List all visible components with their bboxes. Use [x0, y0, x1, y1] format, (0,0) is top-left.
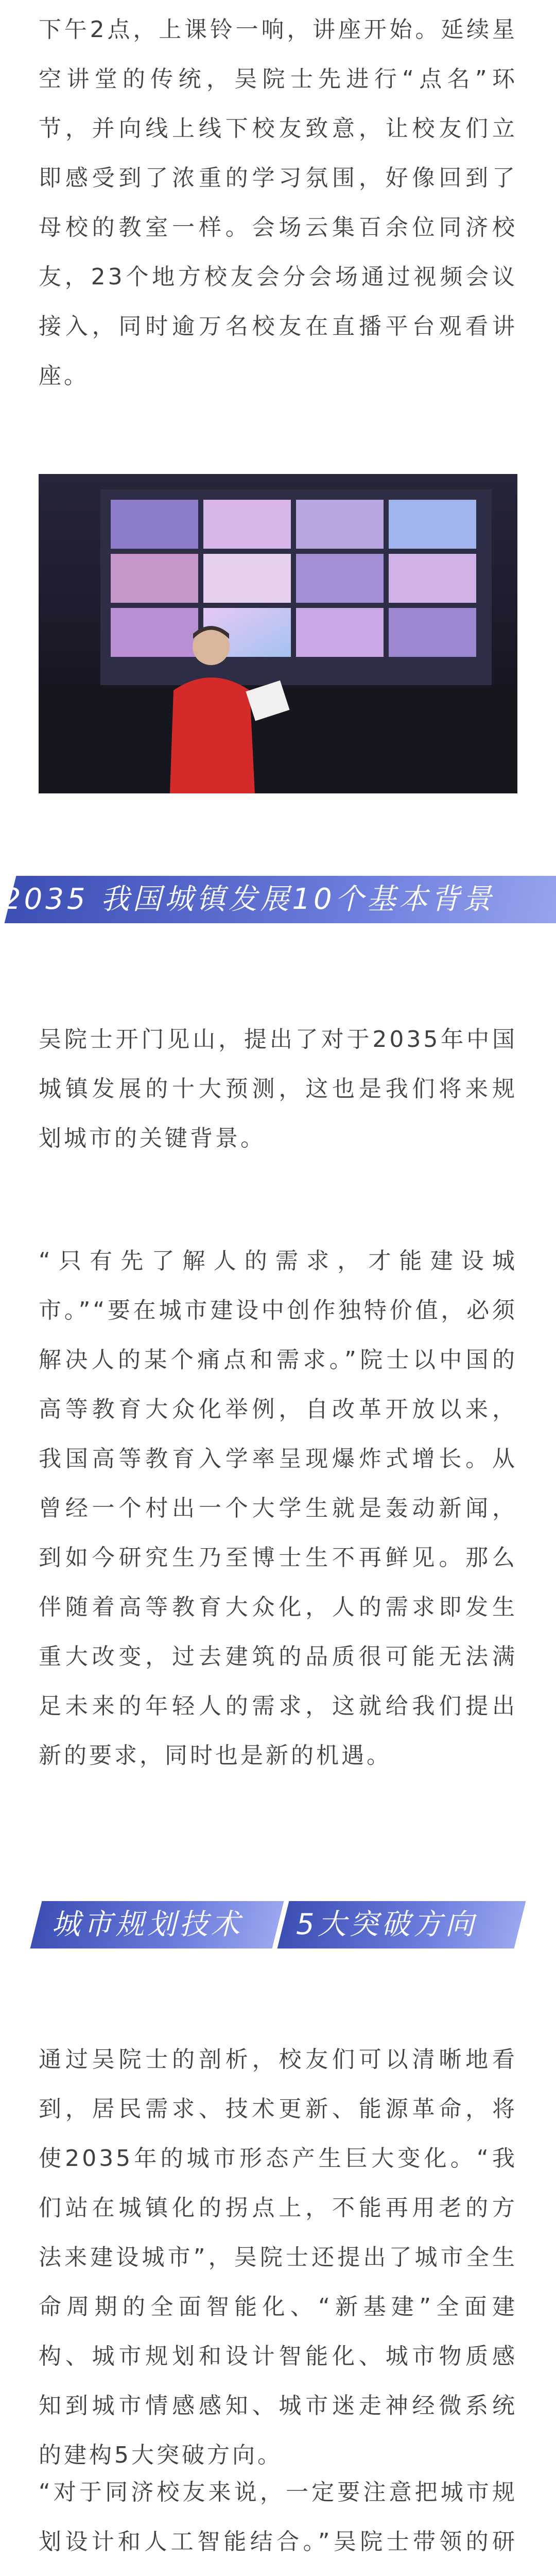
- banner-title-directions: 5大突破方向: [296, 1908, 477, 1941]
- paragraph-intro: 吴院士开门见山，提出了对于2035年中国城镇发展的十大预测，这也是我们将来规划城市的关键背景。: [39, 1026, 517, 1151]
- banner-title-2035: 2035 我国城镇发展10个基本背景: [3, 883, 495, 916]
- paragraph-analysis: 通过吴院士的剖析，校友们可以清晰地看到，居民需求、技术更新、能源革命，将使2035年的城市形态产生巨大变化。“我们站在城镇化的拐点上，不能再用老的方法来建设城市”，吴院士还提出了城市全生命周期的全面智能化、“新基建”全面建构、城市规划和设计智能化、城市物质感知到城市情感感知、城市迷走神经微系统的建构5大突破方向。: [39, 2046, 517, 2468]
- banner-title-tech: 城市规划技术: [51, 1908, 243, 1941]
- paragraph-ai: “对于同济校友来说，一定要注意把城市规划设计和人工智能结合。”吴院士带领的研: [39, 2479, 517, 2555]
- paragraph-needs: “只有先了解人的需求，才能建设城市。”“要在城市建设中创作独特价值，必须解决人的某个痛点和需求。”院士以中国的高等教育大众化举例，自改革开放以来，我国高等教育入学率呈现爆炸式增长。从曾经一个村出一个大学生就是轰动新闻，到如今研究生乃至博士生不再鲜见。那么伴随着高等教育大众化，人的需求即发生重大改变，过去建筑的品质很可能无法满足未来的年轻人的需求，这就给我们提出新的要求，同时也是新的机遇。: [39, 1248, 517, 1769]
- lecture-photo: [39, 474, 517, 793]
- paragraph-lecture-start: 下午2点，上课铃一响，讲座开始。延续星空讲堂的传统，吴院士先进行“点名”环节，并向线上线下校友致意，让校友们立即感受到了浓重的学习氛围，好像回到了母校的教室一样。会场云集百余位同济校友，23个地方校友会分会场通过视频会议接入，同时逾万名校友在直播平台观看讲座。: [39, 16, 517, 389]
- lecture-photo-icon: [39, 474, 517, 793]
